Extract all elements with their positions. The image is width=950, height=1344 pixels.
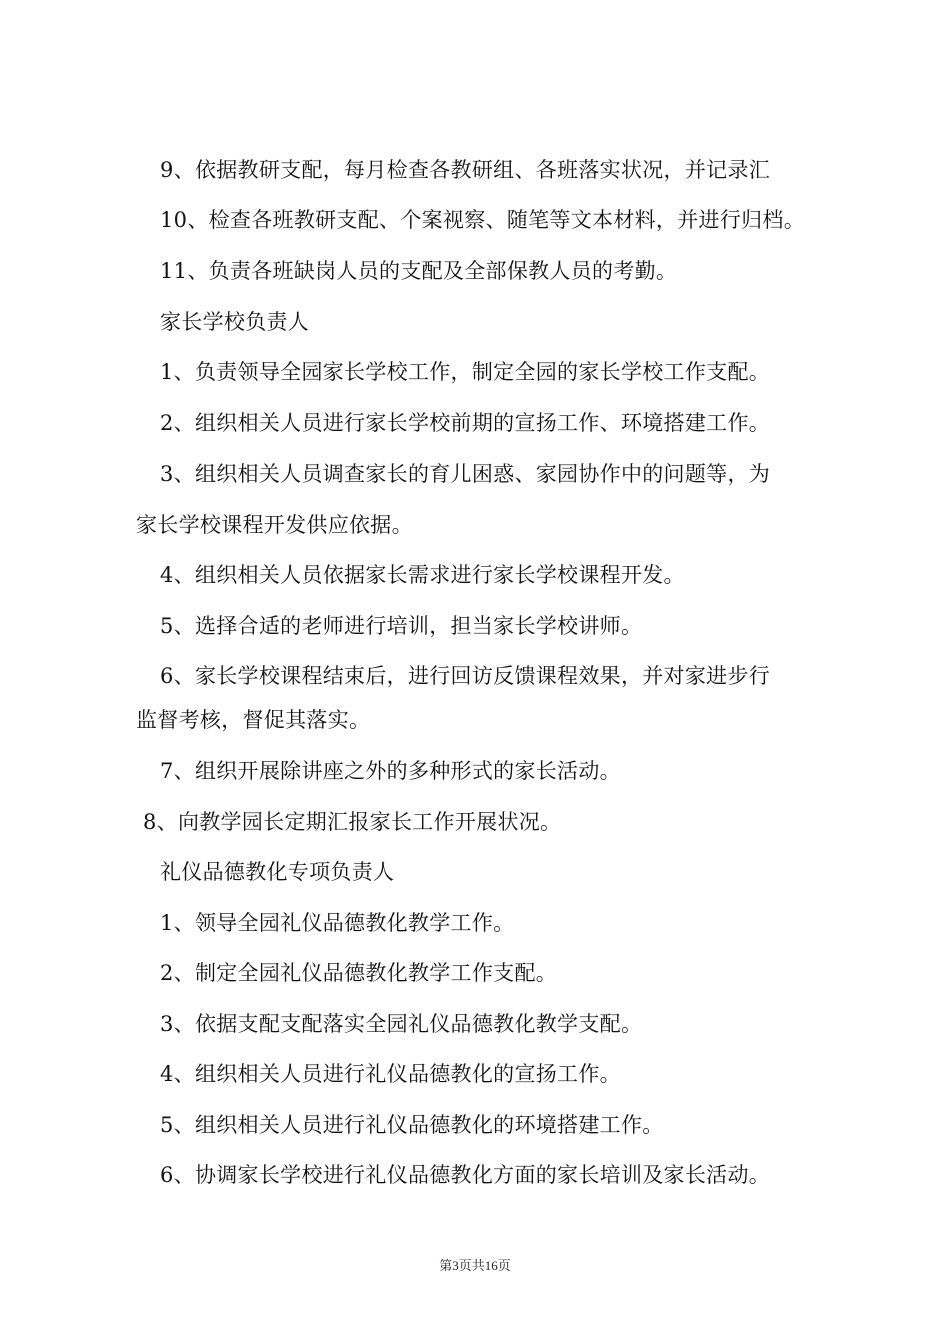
paragraph-line: 1、领导全园礼仪品德教化教学工作。 (160, 911, 515, 935)
section-heading: 礼仪品德教化专项负责人 (160, 860, 395, 884)
paragraph-line: 家长学校课程开发供应依据。 (136, 513, 413, 537)
paragraph-line: 3、依据支配支配落实全园礼仪品德教化教学支配。 (160, 1012, 643, 1036)
paragraph-line: 9、依据教研支配，每月检查各教研组、各班落实状况，并记录汇 (160, 158, 771, 182)
page-number-footer: 第3页共16页 (439, 1258, 511, 1273)
paragraph-line: 1、负责领导全园家长学校工作，制定全园的家长学校工作支配。 (160, 360, 771, 384)
paragraph-line: 10、检查各班教研支配、个案视察、随笔等文本材料，并进行归档。 (160, 208, 806, 232)
paragraph-line: 5、选择合适的老师进行培训，担当家长学校讲师。 (160, 614, 643, 638)
paragraph-line: 监督考核，督促其落实。 (136, 708, 371, 732)
paragraph-line: 11、负责各班缺岗人员的支配及全部保教人员的考勤。 (160, 259, 678, 283)
paragraph-line: 2、制定全园礼仪品德教化教学工作支配。 (160, 961, 558, 985)
paragraph-line: 7、组织开展除讲座之外的多种形式的家长活动。 (160, 759, 621, 783)
section-heading: 家长学校负责人 (160, 310, 310, 334)
paragraph-line: 2、组织相关人员进行家长学校前期的宣扬工作、环境搭建工作。 (160, 411, 771, 435)
paragraph-line: 3、组织相关人员调查家长的育儿困惑、家园协作中的问题等，为 (160, 462, 771, 486)
paragraph-line: 6、家长学校课程结束后，进行回访反馈课程效果，并对家进步行 (160, 664, 771, 688)
paragraph-line: 4、组织相关人员依据家长需求进行家长学校课程开发。 (160, 563, 685, 587)
paragraph-line: 4、组织相关人员进行礼仪品德教化的宣扬工作。 (160, 1062, 621, 1086)
paragraph-line: 8、向教学园长定期汇报家长工作开展状况。 (143, 810, 562, 834)
paragraph-line: 6、协调家长学校进行礼仪品德教化方面的家长培训及家长活动。 (160, 1163, 771, 1187)
paragraph-line: 5、组织相关人员进行礼仪品德教化的环境搭建工作。 (160, 1113, 664, 1137)
